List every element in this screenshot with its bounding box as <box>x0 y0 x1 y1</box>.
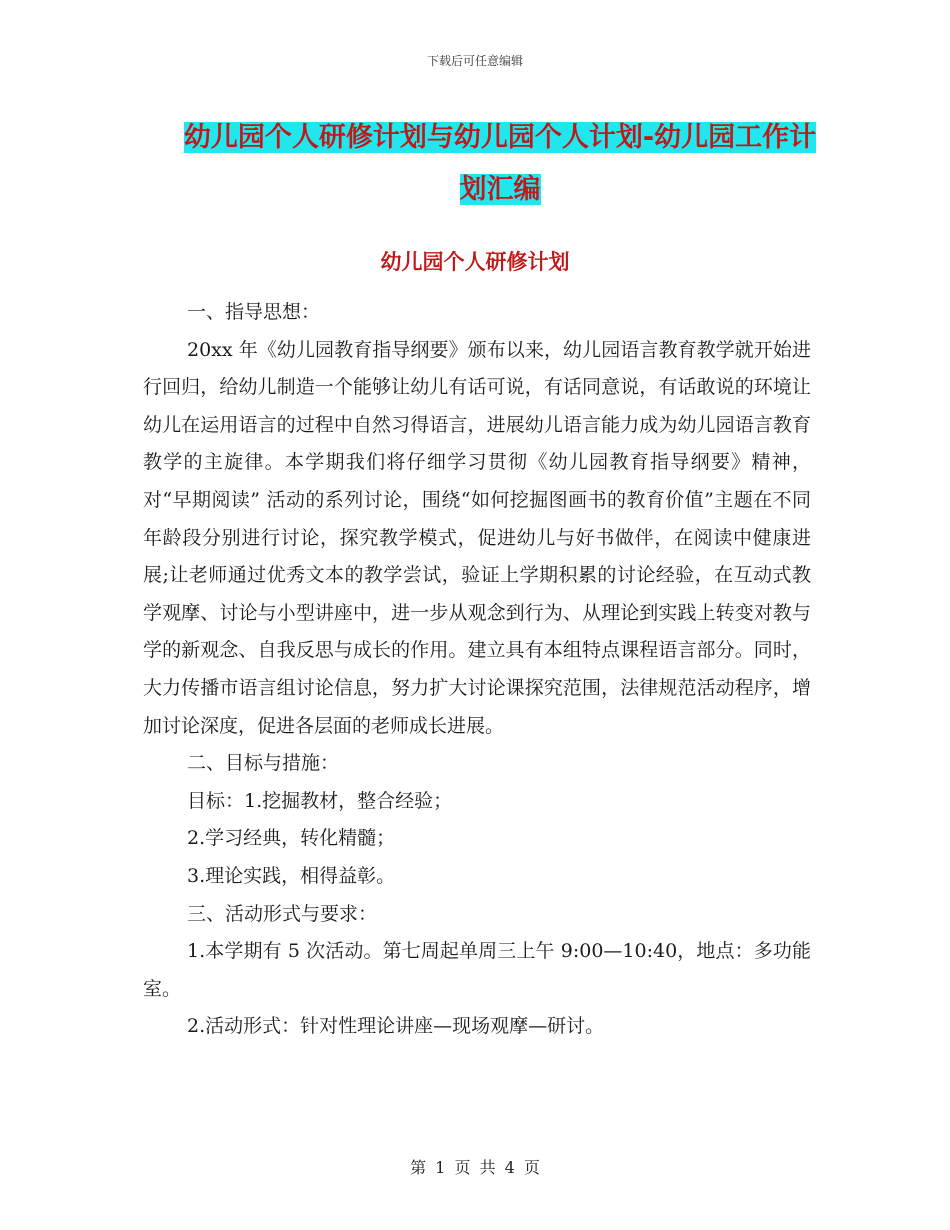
header-note: 下载后可任意编辑 <box>426 54 523 68</box>
section-title: 幼儿园个人研修计划 <box>380 250 570 274</box>
heading-goals-measures: 二、目标与措施： <box>187 752 340 775</box>
document-title-line-1: 幼儿园个人研修计划与幼儿园个人计划-幼儿园工作计 <box>183 122 817 153</box>
paragraph-guiding-thought: 20xx 年《幼儿园教育指导纲要》颁布以来，幼儿园语言教育教学就开始进行回归，给幼儿制造一个能够让幼儿有话可说，有话同意说，有话敢说的环境让幼儿在运用语言的过程中自然习得语言，进展幼儿语言能力成为幼儿园语言教育教学的主旋律。本学期我们将仔细学习贯彻《幼儿园教育指导纲要》精神，对“早期阅读” 活动的系列讨论，围绕“如何挖掘图画书的教育价值”主题在不同年龄段分别进行讨论，探究教学模式，促进幼儿与好书做伴，在阅读中健康进展;让老师通过优秀文本的教学尝试，验证上学期积累的讨论经验，在互动式教学观摩、讨论与小型讲座中，进一步从观念到行为、从理论到实践上转变对教与学的新观念、自我反思与成长的作用。建立具有本组特点课程语言部分。同时，大力传播市语言组讨论信息，努力扩大讨论课探究范围，法律规范活动程序，增加讨论深度，促进各层面的老师成长进展。 <box>143 338 811 737</box>
goal-item-1: 目标：1.挖掘教材，整合经验； <box>187 789 453 812</box>
activity-item-1: 1.本学期有 5 次活动。第七周起单周三上午 9:00—10:40，地点：多功能室。 <box>143 940 811 1000</box>
document-title <box>140 112 860 216</box>
document-title-line-2: 划汇编 <box>459 174 541 205</box>
page-footer: 第 1 页 共 4 页 <box>410 1158 540 1177</box>
goal-item-3: 3.理论实践，相得益彰。 <box>187 864 396 887</box>
activity-item-2: 2.活动形式：针对性理论讲座—现场观摩—研讨。 <box>187 1015 605 1038</box>
document-body <box>143 294 811 1046</box>
goal-item-2: 2.学习经典，转化精髓； <box>187 827 396 850</box>
heading-activity-form: 三、活动形式与要求： <box>187 902 378 925</box>
heading-guiding-thought: 一、指导思想： <box>187 301 321 323</box>
